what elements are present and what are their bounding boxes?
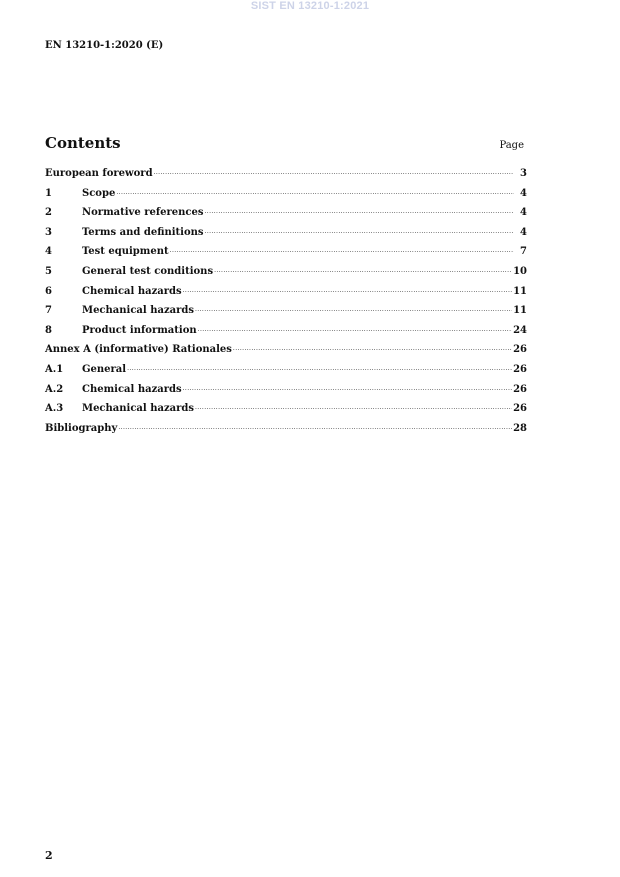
toc-entry[interactable] <box>45 168 527 188</box>
page-number: 2 <box>45 849 53 862</box>
toc-entry-title: Annex A (informative) Rationales <box>45 344 232 356</box>
toc-leader-dots <box>183 287 512 294</box>
toc-entry-title: Bibliography <box>45 422 118 434</box>
toc-entry-number: 2 <box>45 207 52 219</box>
toc-entry[interactable] <box>45 266 527 286</box>
toc-entry-number: 7 <box>45 305 52 317</box>
toc-leader-dots <box>116 189 514 196</box>
toc-leader-dots <box>233 345 512 352</box>
toc-entry-page: 3 <box>520 168 527 179</box>
toc-entry[interactable] <box>45 364 527 384</box>
toc-entry-page: 26 <box>513 344 527 356</box>
toc-entry-number: 4 <box>45 246 52 258</box>
toc-entry-number: 6 <box>45 285 52 297</box>
toc-entry-title: European foreword <box>45 168 153 179</box>
toc-leader-dots <box>198 326 512 333</box>
toc-entry-title: Scope <box>82 187 116 199</box>
toc-leader-dots <box>118 424 512 431</box>
toc-entry-title: General <box>82 363 127 375</box>
toc-entry-title: Product information <box>82 324 197 336</box>
toc-entry-page: 4 <box>520 226 527 238</box>
toc-entry-page: 26 <box>513 363 527 375</box>
document-id: EN 13210-1:2020 (E) <box>45 40 164 51</box>
toc-entry-title: Test equipment <box>82 246 169 258</box>
toc-entry[interactable] <box>45 384 527 404</box>
toc-entry[interactable] <box>45 286 527 306</box>
toc-entry-page: 4 <box>520 207 527 219</box>
toc-leader-dots <box>195 306 512 313</box>
watermark-text: SIST EN 13210-1:2021 <box>250 0 370 12</box>
toc-leader-dots <box>127 365 512 372</box>
toc-entry-page: 26 <box>513 383 527 395</box>
toc-entry-title: Normative references <box>82 207 204 219</box>
toc-leader-dots <box>205 208 515 215</box>
toc-entry-page: 11 <box>513 305 527 317</box>
toc-entry-number: 3 <box>45 226 52 238</box>
toc-entry-page: 7 <box>520 246 527 258</box>
toc-entry[interactable] <box>45 305 527 325</box>
toc-entry-page: 11 <box>513 285 527 297</box>
toc-entry-number: A.2 <box>45 383 64 395</box>
toc-entry-number: 1 <box>45 187 52 199</box>
toc-entry-title: Chemical hazards <box>82 285 182 297</box>
table-of-contents <box>45 168 527 442</box>
toc-entry[interactable] <box>45 188 527 208</box>
toc-entry-page: 4 <box>520 187 527 199</box>
toc-entry-title: Mechanical hazards <box>82 403 194 415</box>
toc-entry-title: Terms and definitions <box>82 226 204 238</box>
toc-leader-dots <box>183 385 512 392</box>
page-column-label: Page <box>499 140 524 151</box>
toc-entry-title: Mechanical hazards <box>82 305 194 317</box>
contents-heading: Contents <box>45 134 121 152</box>
toc-entry[interactable] <box>45 403 527 423</box>
toc-leader-dots <box>154 169 514 176</box>
toc-entry-page: 28 <box>513 422 527 434</box>
toc-entry[interactable] <box>45 246 527 266</box>
toc-leader-dots <box>214 267 512 274</box>
toc-entry-number: 5 <box>45 265 52 277</box>
toc-entry-page: 26 <box>513 403 527 415</box>
toc-entry-title: General test conditions <box>82 265 214 277</box>
toc-entry-number: 8 <box>45 324 52 336</box>
toc-entry-page: 24 <box>513 324 527 336</box>
toc-entry[interactable] <box>45 423 527 443</box>
toc-leader-dots <box>205 228 514 235</box>
toc-entry[interactable] <box>45 344 527 364</box>
toc-leader-dots <box>195 404 512 411</box>
toc-entry-page: 10 <box>513 265 527 277</box>
toc-entry-number: A.3 <box>45 403 64 415</box>
toc-entry[interactable] <box>45 227 527 247</box>
toc-entry-title: Chemical hazards <box>82 383 182 395</box>
toc-entry[interactable] <box>45 207 527 227</box>
toc-leader-dots <box>170 247 514 254</box>
toc-entry[interactable] <box>45 325 527 345</box>
toc-entry-number: A.1 <box>45 363 64 375</box>
